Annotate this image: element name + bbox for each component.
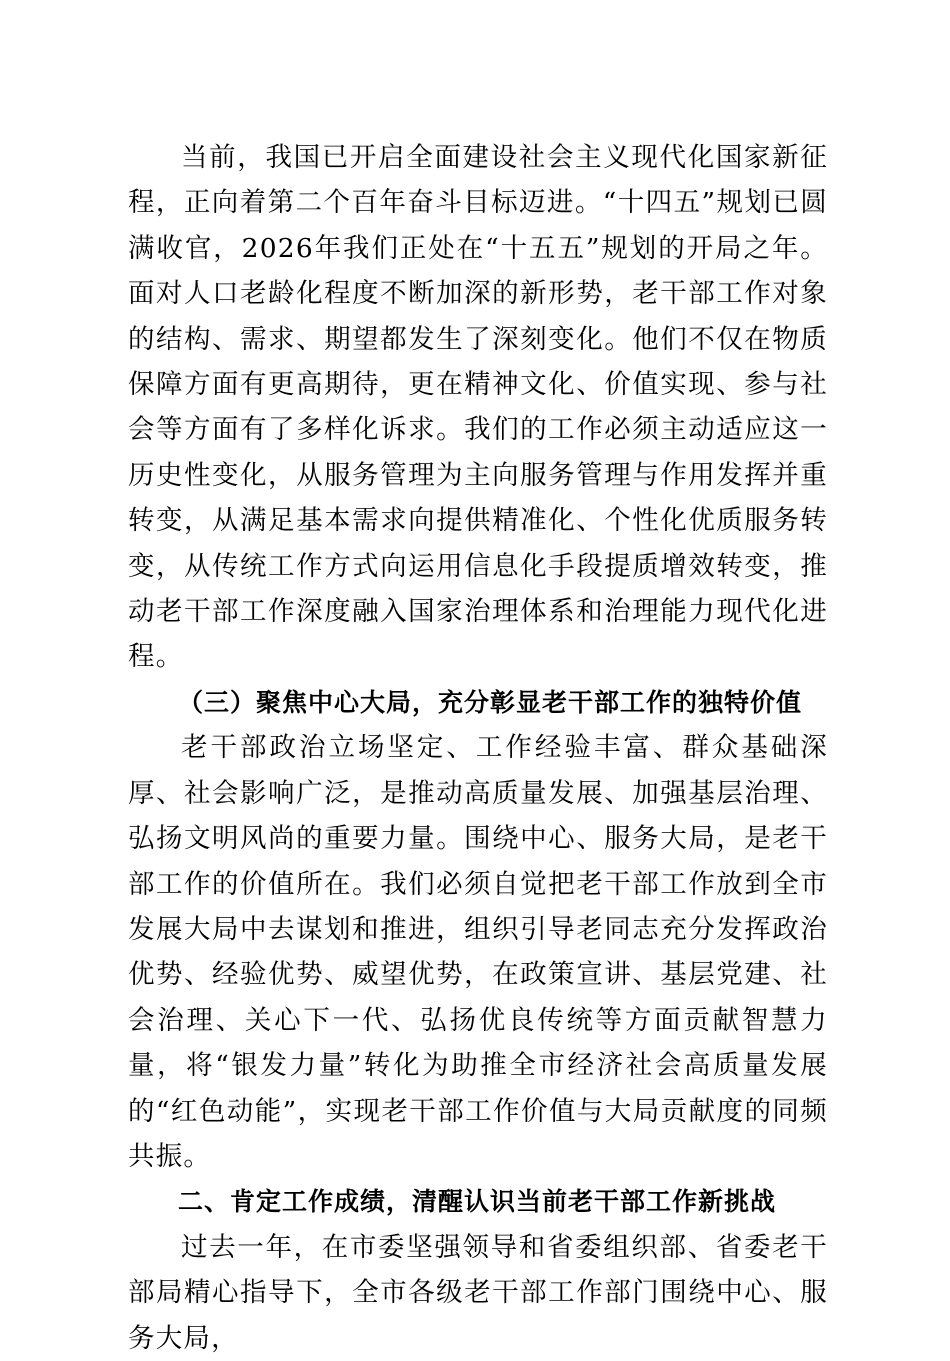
body-paragraph-current-situation: 当前，我国已开启全面建设社会主义现代化国家新征程，正向着第二个百年奋斗目标迈进。“十四五”规划已圆满收官，2026年我们正处在“十五五”规划的开局之年。面对人口老龄化程度不断加深的新形势，老干部工作对象的结构、需求、期望都发生了深刻变化。他们不仅在物质保障方面有更高期待，更在精神文化、价值实现、参与社会等方面有了多样化诉求。我们的工作必须主动适应这一历史性变化，从服务管理为主向服务管理与作用发挥并重转变，从满足基本需求向提供精准化、个性化优质服务转变，从传统工作方式向运用信息化手段提质增效转变，推动老干部工作深度融入国家治理体系和治理能力现代化进程。 <box>128 142 828 673</box>
section-heading-achievements: 二、肯定工作成绩，清醒认识当前老干部工作新挑战 <box>178 1187 777 1217</box>
section-heading-focus-center: （三）聚焦中心大局，充分彰显老干部工作的独特价值 <box>178 687 803 717</box>
document-body <box>128 135 828 1361</box>
body-paragraph-veteran-value: 老干部政治立场坚定、工作经验丰富、群众基础深厚、社会影响广泛，是推动高质量发展、加强基层治理、弘扬文明风尚的重要力量。围绕中心、服务大局，是老干部工作的价值所在。我们必须自觉把老干部工作放到全市发展大局中去谋划和推进，组织引导老同志充分发挥政治优势、经验优势、威望优势，在政策宣讲、基层党建、社会治理、关心下一代、弘扬优良传统等方面贡献智慧力量，将“银发力量”转化为助推全市经济社会高质量发展的“红色动能”，实现老干部工作价值与大局贡献度的同频共振。 <box>128 732 828 1172</box>
body-paragraph-past-year: 过去一年，在市委坚强领导和省委组织部、省委老干部局精心指导下，全市各级老干部工作部门围绕中心、服务大局， <box>128 1231 828 1354</box>
